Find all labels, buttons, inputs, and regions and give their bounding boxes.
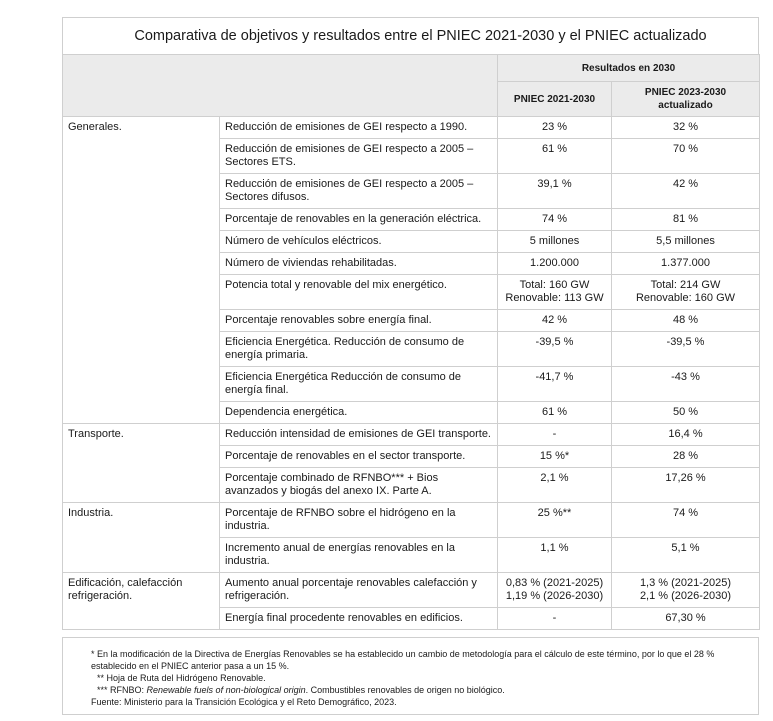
row-label: Energía final procedente renovables en edificios. — [220, 608, 498, 630]
source-note: Fuente: Ministerio para la Transición Ecológica y el Reto Demográfico, 2023. — [91, 697, 397, 707]
value-pniec-new: -43 % — [612, 367, 760, 402]
header-pniec-old: PNIEC 2021-2030 — [498, 82, 612, 117]
value-pniec-old: 0,83 % (2021-2025) 1,19 % (2026-2030) — [498, 573, 612, 608]
table-title: Comparativa de objetivos y resultados entre el PNIEC 2021-2030 y el PNIEC actualizado — [62, 17, 759, 54]
row-label: Porcentaje renovables sobre energía final. — [220, 310, 498, 332]
value-pniec-old: 42 % — [498, 310, 612, 332]
row-label: Aumento anual porcentaje renovables calefacción y refrigeración. — [220, 573, 498, 608]
group-label: Generales. — [63, 117, 220, 424]
row-label: Potencia total y renovable del mix energético. — [220, 275, 498, 310]
row-label: Dependencia energética. — [220, 402, 498, 424]
value-pniec-new: 48 % — [612, 310, 760, 332]
value-pniec-old: 1.200.000 — [498, 253, 612, 275]
value-pniec-old: 23 % — [498, 117, 612, 139]
row-label: Porcentaje de RFNBO sobre el hidrógeno en la industria. — [220, 503, 498, 538]
value-pniec-new: 5,1 % — [612, 538, 760, 573]
row-label: Reducción de emisiones de GEI respecto a 2005 – Sectores ETS. — [220, 139, 498, 174]
footnote-2: ** Hoja de Ruta del Hidrógeno Renovable. — [97, 673, 266, 683]
footnotes — [62, 637, 759, 715]
value-pniec-new: 17,26 % — [612, 468, 760, 503]
value-pniec-old: 25 %** — [498, 503, 612, 538]
document — [62, 17, 759, 715]
row-label: Porcentaje de renovables en la generación eléctrica. — [220, 209, 498, 231]
value-pniec-new: 50 % — [612, 402, 760, 424]
value-pniec-new: 42 % — [612, 174, 760, 209]
value-pniec-new: 67,30 % — [612, 608, 760, 630]
row-label: Reducción de emisiones de GEI respecto a 1990. — [220, 117, 498, 139]
value-pniec-new: Total: 214 GW Renovable: 160 GW — [612, 275, 760, 310]
header-results-2030: Resultados en 2030 — [498, 55, 760, 82]
value-pniec-old: 15 %* — [498, 446, 612, 468]
value-pniec-old: - — [498, 424, 612, 446]
value-pniec-old: 61 % — [498, 139, 612, 174]
row-label: Eficiencia Energética. Reducción de consumo de energía primaria. — [220, 332, 498, 367]
comparison-table — [62, 54, 760, 630]
row-label: Eficiencia Energética Reducción de consumo de energía final. — [220, 367, 498, 402]
header-blank — [63, 55, 498, 117]
value-pniec-old: Total: 160 GW Renovable: 113 GW — [498, 275, 612, 310]
table-row — [63, 117, 760, 139]
header-row-group — [63, 55, 760, 82]
value-pniec-old: 61 % — [498, 402, 612, 424]
value-pniec-new: 5,5 millones — [612, 231, 760, 253]
row-label: Número de viviendas rehabilitadas. — [220, 253, 498, 275]
value-pniec-new: 70 % — [612, 139, 760, 174]
footnote-1: * En la modificación de la Directiva de Energías Renovables se ha establecido un cambio de metodología para el cálculo de este término, por lo que el 28 % establecido en el PNIEC anterior pasa a un 15 %. — [91, 649, 715, 671]
value-pniec-old: 39,1 % — [498, 174, 612, 209]
value-pniec-new: -39,5 % — [612, 332, 760, 367]
value-pniec-old: -41,7 % — [498, 367, 612, 402]
value-pniec-new: 1.377.000 — [612, 253, 760, 275]
row-label: Número de vehículos eléctricos. — [220, 231, 498, 253]
value-pniec-old: - — [498, 608, 612, 630]
group-label: Industria. — [63, 503, 220, 573]
row-label: Reducción intensidad de emisiones de GEI transporte. — [220, 424, 498, 446]
value-pniec-new: 32 % — [612, 117, 760, 139]
value-pniec-new: 81 % — [612, 209, 760, 231]
header-pniec-new: PNIEC 2023-2030 actualizado — [612, 82, 760, 117]
group-label: Transporte. — [63, 424, 220, 503]
value-pniec-new: 28 % — [612, 446, 760, 468]
table-row — [63, 573, 760, 608]
value-pniec-new: 16,4 % — [612, 424, 760, 446]
value-pniec-new: 74 % — [612, 503, 760, 538]
row-label: Reducción de emisiones de GEI respecto a 2005 – Sectores difusos. — [220, 174, 498, 209]
row-label: Incremento anual de energías renovables en la industria. — [220, 538, 498, 573]
group-label: Edificación, calefacción refrigeración. — [63, 573, 220, 630]
table-row — [63, 424, 760, 446]
table-body — [63, 117, 760, 630]
value-pniec-new: 1,3 % (2021-2025) 2,1 % (2026-2030) — [612, 573, 760, 608]
row-label: Porcentaje combinado de RFNBO*** + Bios avanzados y biogás del anexo IX. Parte A. — [220, 468, 498, 503]
value-pniec-old: 74 % — [498, 209, 612, 231]
footnote-3: *** RFNBO: Renewable fuels of non-biological origin. Combustibles renovables de origen no biológico. — [97, 685, 505, 695]
value-pniec-old: 5 millones — [498, 231, 612, 253]
table-row — [63, 503, 760, 538]
value-pniec-old: 1,1 % — [498, 538, 612, 573]
value-pniec-old: -39,5 % — [498, 332, 612, 367]
row-label: Porcentaje de renovables en el sector transporte. — [220, 446, 498, 468]
value-pniec-old: 2,1 % — [498, 468, 612, 503]
